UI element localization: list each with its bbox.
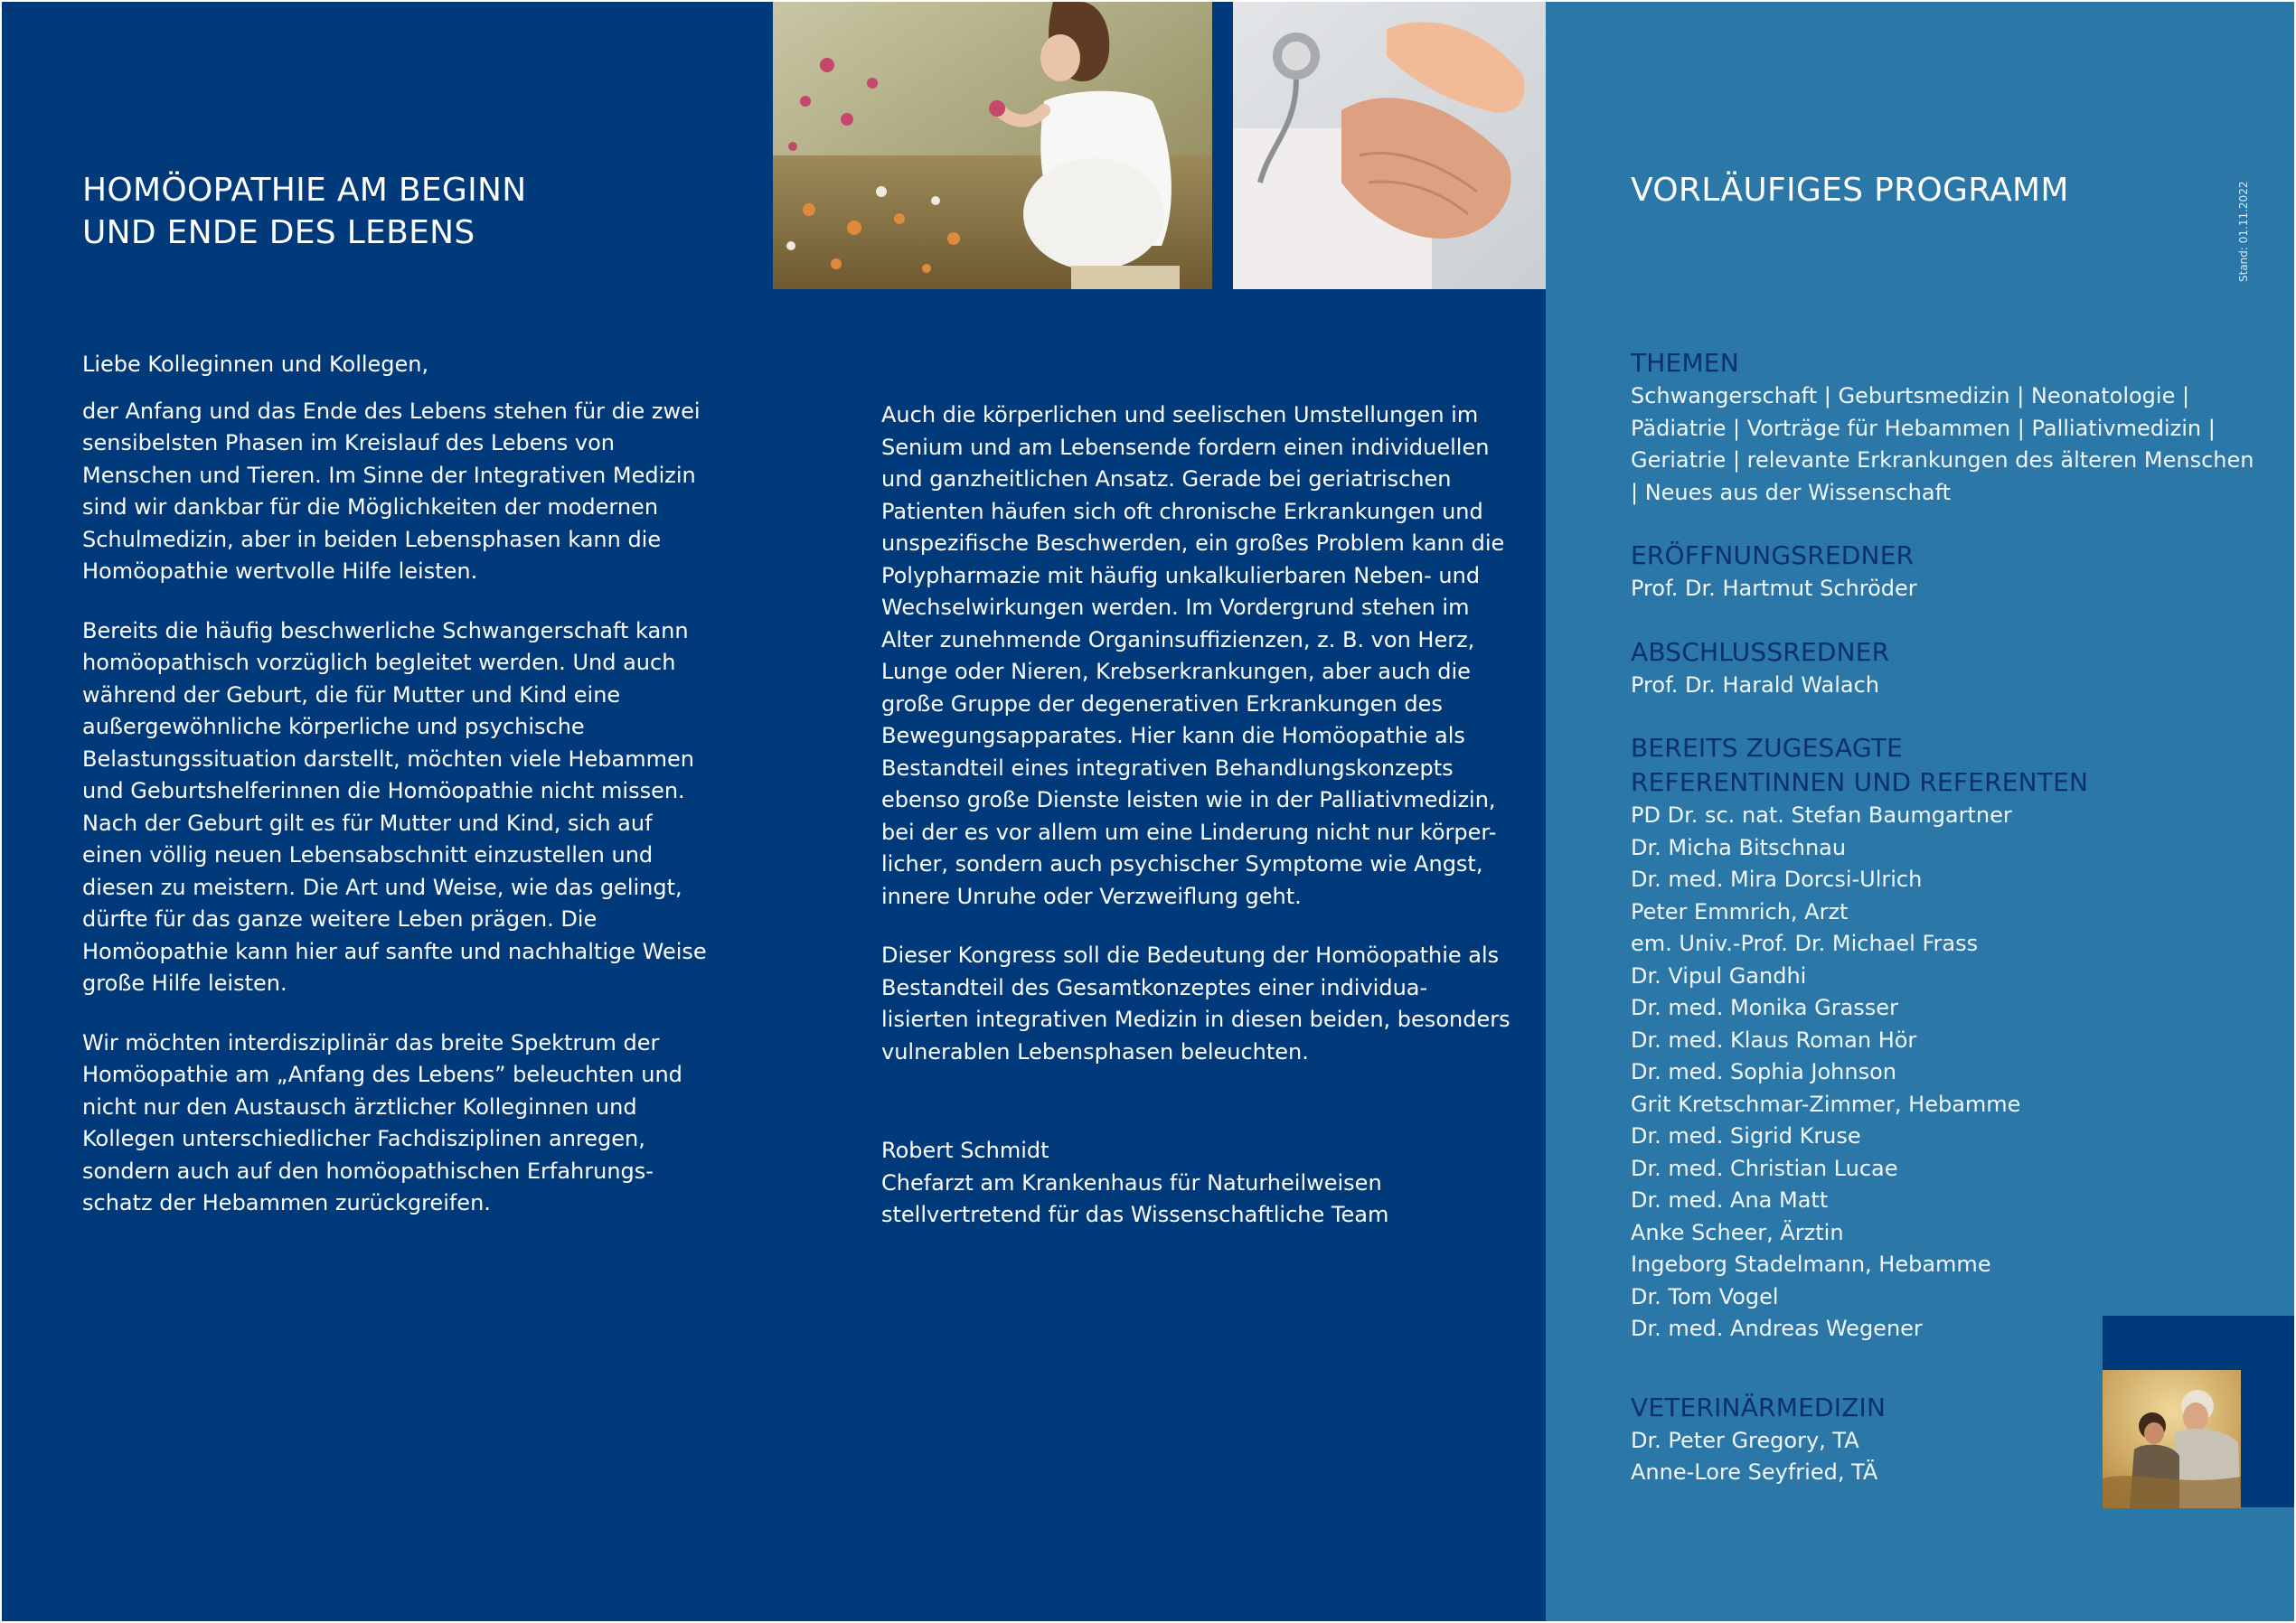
signature	[881, 1135, 1514, 1232]
list-item: Dr. med. Sophia Johnson	[1631, 1059, 1896, 1084]
list-item: Dr. med. Ana Matt	[1631, 1187, 1829, 1213]
list-item: Dr. Tom Vogel	[1631, 1283, 1779, 1309]
eroeffnung-name: Prof. Dr. Hartmut Schröder	[1631, 576, 1917, 601]
paragraph-3: Wir möchten interdisziplinär das breite Spektrum der Homöopathie am „Anfang des Lebens” beleuchten und nicht nur den Austausch ärztlicher Kolleginnen und Kollegen unterschiedlicher Fachdisziplinen anregen, sondern auch auf den homöopathischen Erfahrungs- schatz der Hebammen zurückgreifen.	[82, 1029, 682, 1215]
veterinaer-heading: VETERINÄRMEDIZIN	[1631, 1392, 1887, 1422]
paragraph-2: Bereits die häufig beschwerliche Schwangerschaft kann homöopathisch vorzüglich begleitet werden. Und auch während der Geburt, die für Mutter und Kind eine außergewöhnliche körperliche und psychische Belastungssituation darstellt, möchten viele Hebammen und Geburtshelferinnen die Homöopathie nicht missen. Nach der Geburt gilt es für Mutter und Kind, sich auf einen völlig neuen Lebensabschnitt einzustellen und diesen zu meistern. Die Art und Weise, wie das gelingt, dürfte für das ganze weitere Leben prägen. Die Homöopathie kann hier auf sanfte und nachhaltige Weise große Hilfe leisten.	[82, 617, 707, 996]
list-item: Dr. Micha Bitschnau	[1631, 834, 1847, 860]
referenten-heading-line-2: REFERENTINNEN UND REFERENTEN	[1631, 767, 2089, 797]
intro-column-1	[82, 349, 715, 1220]
intro-column-2	[881, 399, 1514, 1232]
list-item: PD Dr. sc. nat. Stefan Baumgartner	[1631, 802, 2012, 828]
left-title	[82, 169, 715, 254]
paragraph-1: der Anfang und das Ende des Lebens stehen für die zwei sensibelsten Phasen im Kreislauf des Lebens von Menschen und Tieren. Im Sinne der Integrativen Medizin sind wir dankbar für die Möglichkeiten der modernen Schulmedizin, aber in beiden Lebensphasen kann die Homöopathie wertvolle Hilfe leisten.	[82, 398, 701, 584]
referenten-list	[1631, 800, 2263, 1346]
list-item: Anne-Lore Seyfried, TÄ	[1631, 1459, 1878, 1485]
signature-name: Robert Schmidt	[881, 1138, 1049, 1163]
list-item: Dr. Vipul Gandhi	[1631, 962, 1807, 989]
program-title: VORLÄUFIGES PROGRAMM	[1631, 172, 2069, 209]
list-item: Dr. Peter Gregory, TA	[1631, 1427, 1859, 1453]
section-eroeffnung	[1631, 539, 2263, 605]
list-item: Dr. med. Andreas Wegener	[1631, 1316, 1923, 1341]
list-item: Dr. med. Monika Grasser	[1631, 995, 1898, 1020]
abschluss-name: Prof. Dr. Harald Walach	[1631, 671, 1879, 698]
list-item: Anke Scheer, Ärztin	[1631, 1219, 1844, 1245]
grandfather-child-photo	[2103, 1370, 2241, 1508]
list-item: Grit Kretschmar-Zimmer, Hebamme	[1631, 1091, 2021, 1117]
list-item: Dr. med. Sigrid Kruse	[1631, 1123, 1861, 1149]
greeting: Liebe Kolleginnen und Kollegen,	[82, 352, 429, 377]
section-abschluss	[1631, 635, 2263, 702]
list-item: Dr. med. Klaus Roman Hör	[1631, 1027, 1917, 1053]
signature-role-1: Chefarzt am Krankenhaus für Naturheilweisen	[881, 1169, 1382, 1196]
eroeffnung-heading: ERÖFFNUNGSREDNER	[1631, 540, 1915, 570]
left-title-line-1: HOMÖOPATHIE AM BEGINN	[82, 172, 527, 209]
section-referenten	[1631, 731, 2263, 1346]
signature-role-2: stellvertretend für das Wissenschaftliche Team	[881, 1202, 1389, 1227]
list-item: em. Univ.-Prof. Dr. Michael Frass	[1631, 931, 1979, 956]
referenten-heading-line-1: BEREITS ZUGESAGTE	[1631, 733, 1903, 763]
referenten-heading	[1631, 731, 2263, 800]
paragraph-5: Dieser Kongress soll die Bedeutung der Homöopathie als Bestandteil des Gesamtkonzeptes einer individua- lisierten integrativen Medizin in diesen beiden, besonders vulnerablen Lebensphasen beleuchten.	[881, 943, 1510, 1065]
elderly-hands-photo	[1233, 2, 1546, 289]
list-item: Dr. med. Christian Lucae	[1631, 1155, 1898, 1181]
abschluss-heading: ABSCHLUSSREDNER	[1631, 636, 1890, 667]
list-item: Dr. med. Mira Dorcsi-Ulrich	[1631, 867, 1923, 892]
pregnant-woman-photo	[773, 2, 1212, 289]
paragraph-4: Auch die körperlichen und seelischen Umstellungen im Senium und am Lebensende fordern einen individuellen und ganzheitlichen Ansatz. Gerade bei geriatrischen Patienten häufen sich oft chronische Erkrankungen und unspezifische Beschwerden, ein großes Problem kann die Polypharmazie mit häufig unkalkulierbaren Neben- und Wechselwirkungen werden. Im Vordergrund stehen im Alter zunehmende Organinsuffizienzen, z. B. von Herz, Lunge oder Nieren, Krebserkrankungen, aber auch die große Gruppe der degenerativen Erkrankungen des Bewegungsapparates. Hier kann die Homöopathie als Bestandteil eines integrativen Behandlungskonzepts ebenso große Dienste leisten wie in der Palliativmedizin, bei der es vor allem um eine Linderung nicht nur körper- licher, sondern auch psychischer Symptome wie Angst, innere Unruhe oder Verzweiflung geht.	[881, 402, 1505, 909]
stand-date: Stand: 01.11.2022	[2237, 181, 2250, 282]
themen-heading: THEMEN	[1631, 348, 1739, 378]
section-themen	[1631, 346, 2263, 509]
list-item: Peter Emmrich, Arzt	[1631, 898, 1849, 924]
left-title-line-2: UND ENDE DES LEBENS	[82, 214, 475, 251]
list-item: Ingeborg Stadelmann, Hebamme	[1631, 1252, 1991, 1277]
themen-text: Schwangerschaft | Geburtsmedizin | Neonatologie | Pädiatrie | Vorträge für Hebammen | Palliativmedizin | Geriatrie | relevante Erkrankungen des älteren Menschen | Neues aus der Wissenschaft	[1631, 383, 2254, 505]
